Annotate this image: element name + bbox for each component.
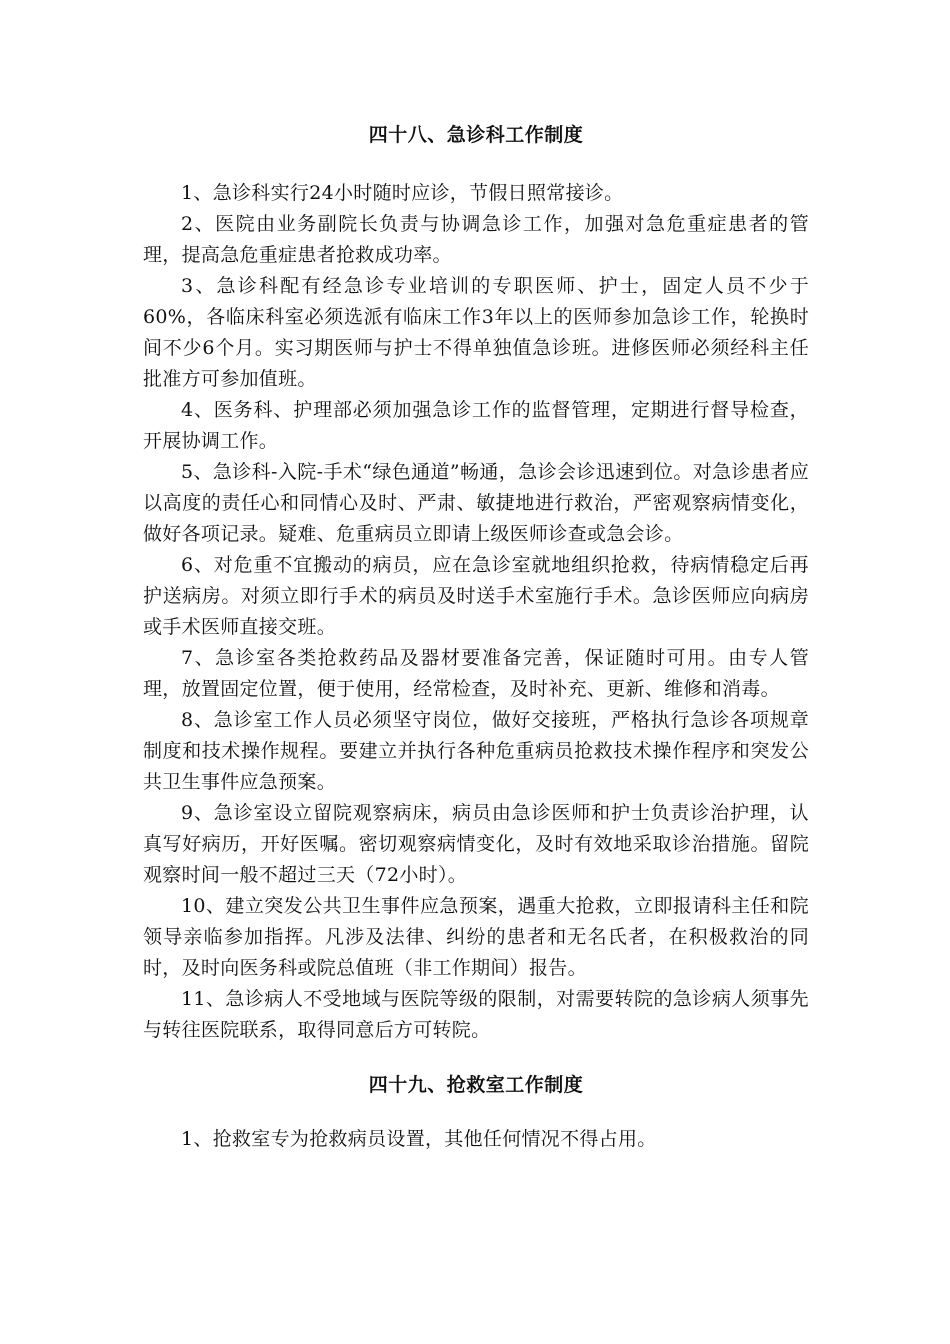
rule-paragraph: 2、医院由业务副院长负责与协调急诊工作，加强对急危重症患者的管理，提高急危重症患者抢救成功率。: [143, 213, 809, 266]
rule-paragraph: 6、对危重不宜搬动的病员，应在急诊室就地组织抢救，待病情稳定后再护送病房。对须立即行手术的病员及时送手术室施行手术。急诊医师应向病房或手术医师直接交班。: [143, 554, 809, 638]
document-page: [143, 120, 809, 1155]
rule-paragraph: 4、医务科、护理部必须加强急诊工作的监督管理，定期进行督导检查，开展协调工作。: [143, 399, 809, 452]
rule-paragraph: 3、急诊科配有经急诊专业培训的专职医师、护士，固定人员不少于60%，各临床科室必须选派有临床工作3年以上的医师参加急诊工作，轮换时间不少6个月。实习期医师与护士不得单独值急诊班。进修医师必须经科主任批准方可参加值班。: [143, 275, 809, 390]
rule-paragraph: 7、急诊室各类抢救药品及器材要准备完善，保证随时可用。由专人管理，放置固定位置，便于使用，经常检查，及时补充、更新、维修和消毒。: [143, 647, 809, 700]
rule-paragraph: 11、急诊病人不受地域与医院等级的限制，对需要转院的急诊病人须事先与转往医院联系，取得同意后方可转院。: [143, 988, 809, 1041]
rule-paragraph: 8、急诊室工作人员必须坚守岗位，做好交接班，严格执行急诊各项规章制度和技术操作规程。要建立并执行各种危重病员抢救技术操作程序和突发公共卫生事件应急预案。: [143, 709, 809, 793]
section-title-emergency-dept: 四十八、急诊科工作制度: [368, 124, 584, 146]
rule-paragraph: 10、建立突发公共卫生事件应急预案，遇重大抢救，立即报请科主任和院领导亲临参加指挥。凡涉及法律、纠纷的患者和无名氏者，在积极救治的同时，及时向医务科或院总值班（非工作期间）报告。: [143, 895, 809, 979]
rule-paragraph: 9、急诊室设立留院观察病床，病员由急诊医师和护士负责诊治护理，认真写好病历，开好医嘱。密切观察病情变化，及时有效地采取诊治措施。留院观察时间一般不超过三天（72小时）。: [143, 802, 809, 886]
section-title-resuscitation-room: 四十九、抢救室工作制度: [368, 1074, 584, 1096]
rule-paragraph: 5、急诊科-入院-手术“绿色通道”畅通，急诊会诊迅速到位。对急诊患者应以高度的责任心和同情心及时、严肃、敏捷地进行救治，严密观察病情变化，做好各项记录。疑难、危重病员立即请上级医师诊查或急会诊。: [143, 461, 809, 545]
rule-paragraph: 1、抢救室专为抢救病员设置，其他任何情况不得占用。: [181, 1128, 657, 1150]
rule-paragraph: 1、急诊科实行24小时随时应诊，节假日照常接诊。: [181, 182, 624, 204]
